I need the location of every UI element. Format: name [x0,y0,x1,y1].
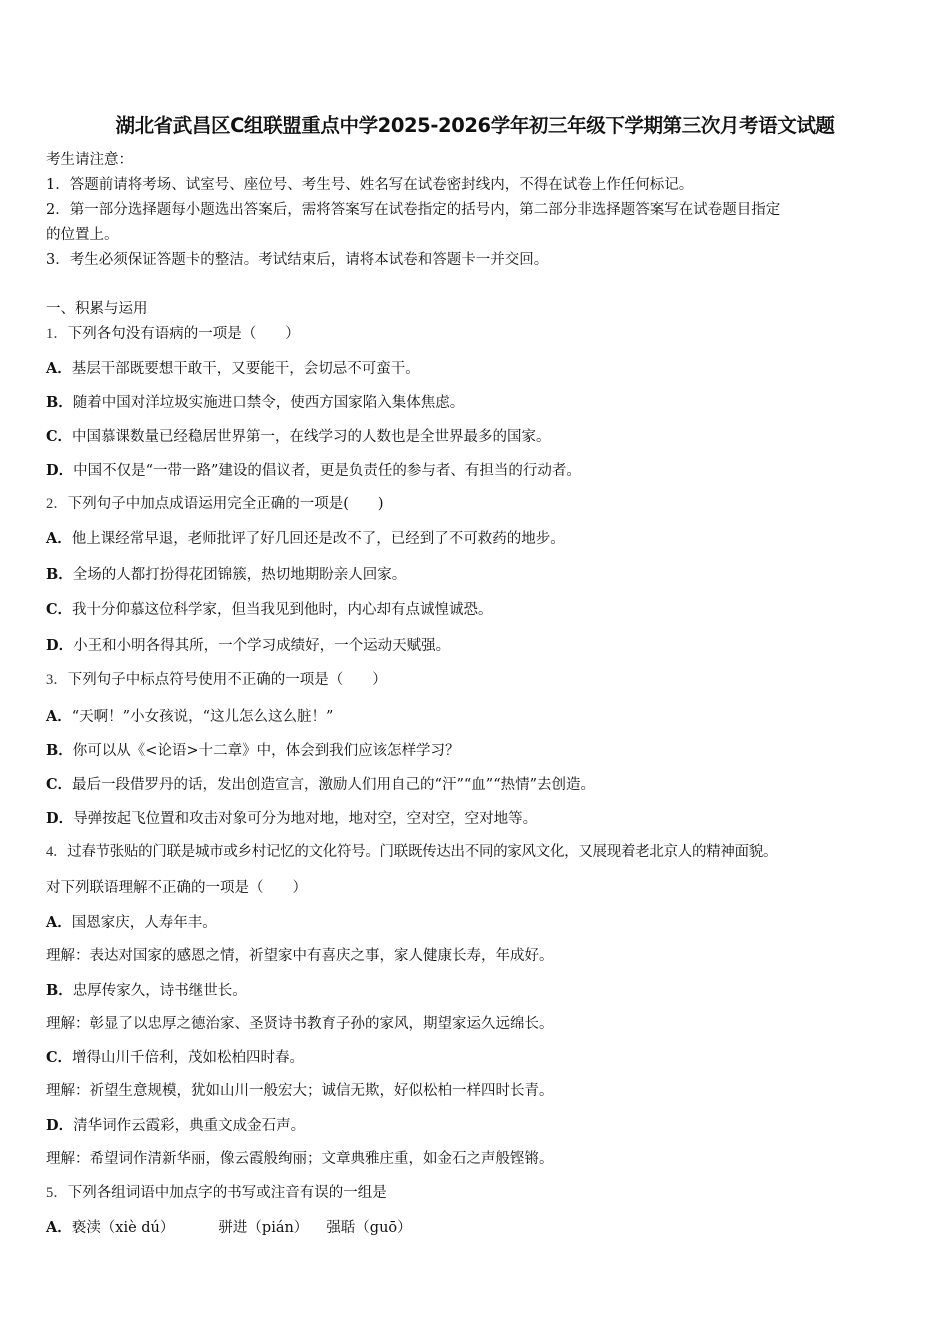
option-a[interactable] [46,704,916,730]
option-text: 最后一段借罗丹的话，发出创造宣言，激励人们用自己的“汗”“血”“热情”去创造。 [72,777,596,793]
option-d[interactable] [46,806,916,832]
option-b[interactable] [46,978,916,1004]
notice-heading: 考生请注意： [46,152,133,168]
option-a[interactable] [46,356,916,382]
word-1: 亵渎（xiè dú） [71,1220,175,1236]
word-3: 强聒（guō） [326,1220,412,1236]
option-text: 基层干部既要想干敢干，又要能干，会切忌不可蛮干。 [71,361,420,377]
question-4 [46,840,906,865]
section-heading: 一、积累与运用 [46,301,148,317]
option-c[interactable] [46,772,916,798]
question-1 [46,322,916,347]
option-text: 导弹按起飞位置和攻击对象可分为地对地，地对空，空对空，空对地等。 [73,811,538,827]
option-label: B． [46,742,73,759]
option-d[interactable] [46,1113,916,1139]
question-5 [46,1181,916,1206]
option-text: 中国不仅是“一带一路”建设的倡议者，更是负责任的参与者、有担当的行动者。 [73,463,581,479]
question-number: 5． [46,1185,68,1201]
option-label: C． [46,1049,73,1066]
notice-item: 2．第一部分选择题每小题选出答案后，需将答案写在试卷指定的括号内，第二部分非选择题答案写在试卷题目指定 [46,202,781,218]
option-a[interactable] [46,526,916,552]
option-text: 中国慕课数量已经稳居世界第一，在线学习的人数也是全世界最多的国家。 [72,429,551,445]
option-label: D． [46,1117,74,1134]
option-label: A． [46,708,72,725]
question-number: 2． [46,496,68,512]
option-text: 忠厚传家久，诗书继世长。 [72,983,247,999]
question-2 [46,492,916,517]
question-3 [46,668,916,693]
option-label: D． [46,810,74,827]
option-b[interactable] [46,562,916,588]
question-stem: 过春节张贴的门联是城市或乡村记忆的文化符号。门联既传达出不同的家风文化，又展现着老北京人的精神面貌。 [67,844,778,860]
option-text: 随着中国对洋垃圾实施进口禁令，使西方国家陷入集体焦虑。 [72,395,465,411]
option-d[interactable] [46,458,916,484]
option-b[interactable] [46,390,916,416]
notice-item: 1．答题前请将考场、试室号、座位号、考生号、姓名写在试卷密封线内，不得在试卷上作任何标记。 [46,177,694,193]
option-label: C． [46,601,73,618]
notice-item-continued: 的位置上。 [46,227,119,243]
option-explanation: 理解：祈望生意规模，犹如山川一般宏大；诚信无欺，好似松柏一样四时长青。 [46,1083,554,1099]
option-label: B． [46,394,73,411]
option-label: C． [46,428,73,445]
question-stem-continued: 对下列联语理解不正确的一项是（ ） [46,880,307,896]
option-label: D． [46,462,74,479]
option-c[interactable] [46,597,916,623]
option-text: 增得山川千倍利，茂如松柏四时春。 [72,1050,305,1066]
option-label: A． [46,530,72,547]
page-title: 湖北省武昌区C组联盟重点中学2025-2026学年初三年级下学期第三次月考语文试题 [115,114,835,137]
option-label: D． [46,637,74,654]
option-explanation: 理解：表达对国家的感恩之情，祈望家中有喜庆之事，家人健康长寿，年成好。 [46,948,554,964]
option-label: B． [46,982,73,999]
option-a[interactable] [46,910,916,936]
question-number: 4． [46,844,68,860]
option-text: 我十分仰慕这位科学家，但当我见到他时，内心却有点诚惶诚恐。 [72,602,493,618]
option-d[interactable] [46,633,916,659]
notice-item: 3．考生必须保证答题卡的整洁。考试结束后，请将本试卷和答题卡一并交回。 [46,252,549,268]
option-explanation: 理解：希望词作清新华丽，像云霞般绚丽；文章典雅庄重，如金石之声般铿锵。 [46,1151,554,1167]
option-text: “天啊！”小女孩说，“这儿怎么这么脏！” [71,709,334,725]
option-text: 国恩家庆，人寿年丰。 [71,915,217,931]
option-label: A． [46,1219,72,1236]
question-stem: 下列句子中标点符号使用不正确的一项是（ ） [67,672,387,688]
option-label: C． [46,776,73,793]
option-label: A． [46,914,72,931]
option-c[interactable] [46,424,916,450]
option-c[interactable] [46,1045,916,1071]
option-a[interactable] [46,1215,916,1241]
question-stem: 下列各句没有语病的一项是（ ） [67,326,300,342]
option-text: 全场的人都打扮得花团锦簇，热切地期盼亲人回家。 [72,567,407,583]
word-2: 骈进（pián） [218,1220,309,1236]
question-number: 3． [46,672,68,688]
option-text: 你可以从《<论语>十二章》中，体会到我们应该怎样学习？ [72,743,460,759]
option-label: A． [46,360,72,377]
option-explanation: 理解：彰显了以忠厚之德治家、圣贤诗书教育子孙的家风，期望家运久远绵长。 [46,1016,554,1032]
option-b[interactable] [46,738,916,764]
option-text: 他上课经常早退，老师批评了好几回还是改不了，已经到了不可救药的地步。 [71,531,565,547]
question-stem: 下列句子中加点成语运用完全正确的一项是( ) [67,496,384,512]
option-label: B． [46,566,73,583]
question-stem: 下列各组词语中加点字的书写或注音有误的一组是 [67,1185,387,1201]
option-text: 清华词作云霞彩，典重文成金石声。 [73,1118,306,1134]
option-text: 小王和小明各得其所，一个学习成绩好，一个运动天赋强。 [73,638,451,654]
question-number: 1． [46,326,68,342]
